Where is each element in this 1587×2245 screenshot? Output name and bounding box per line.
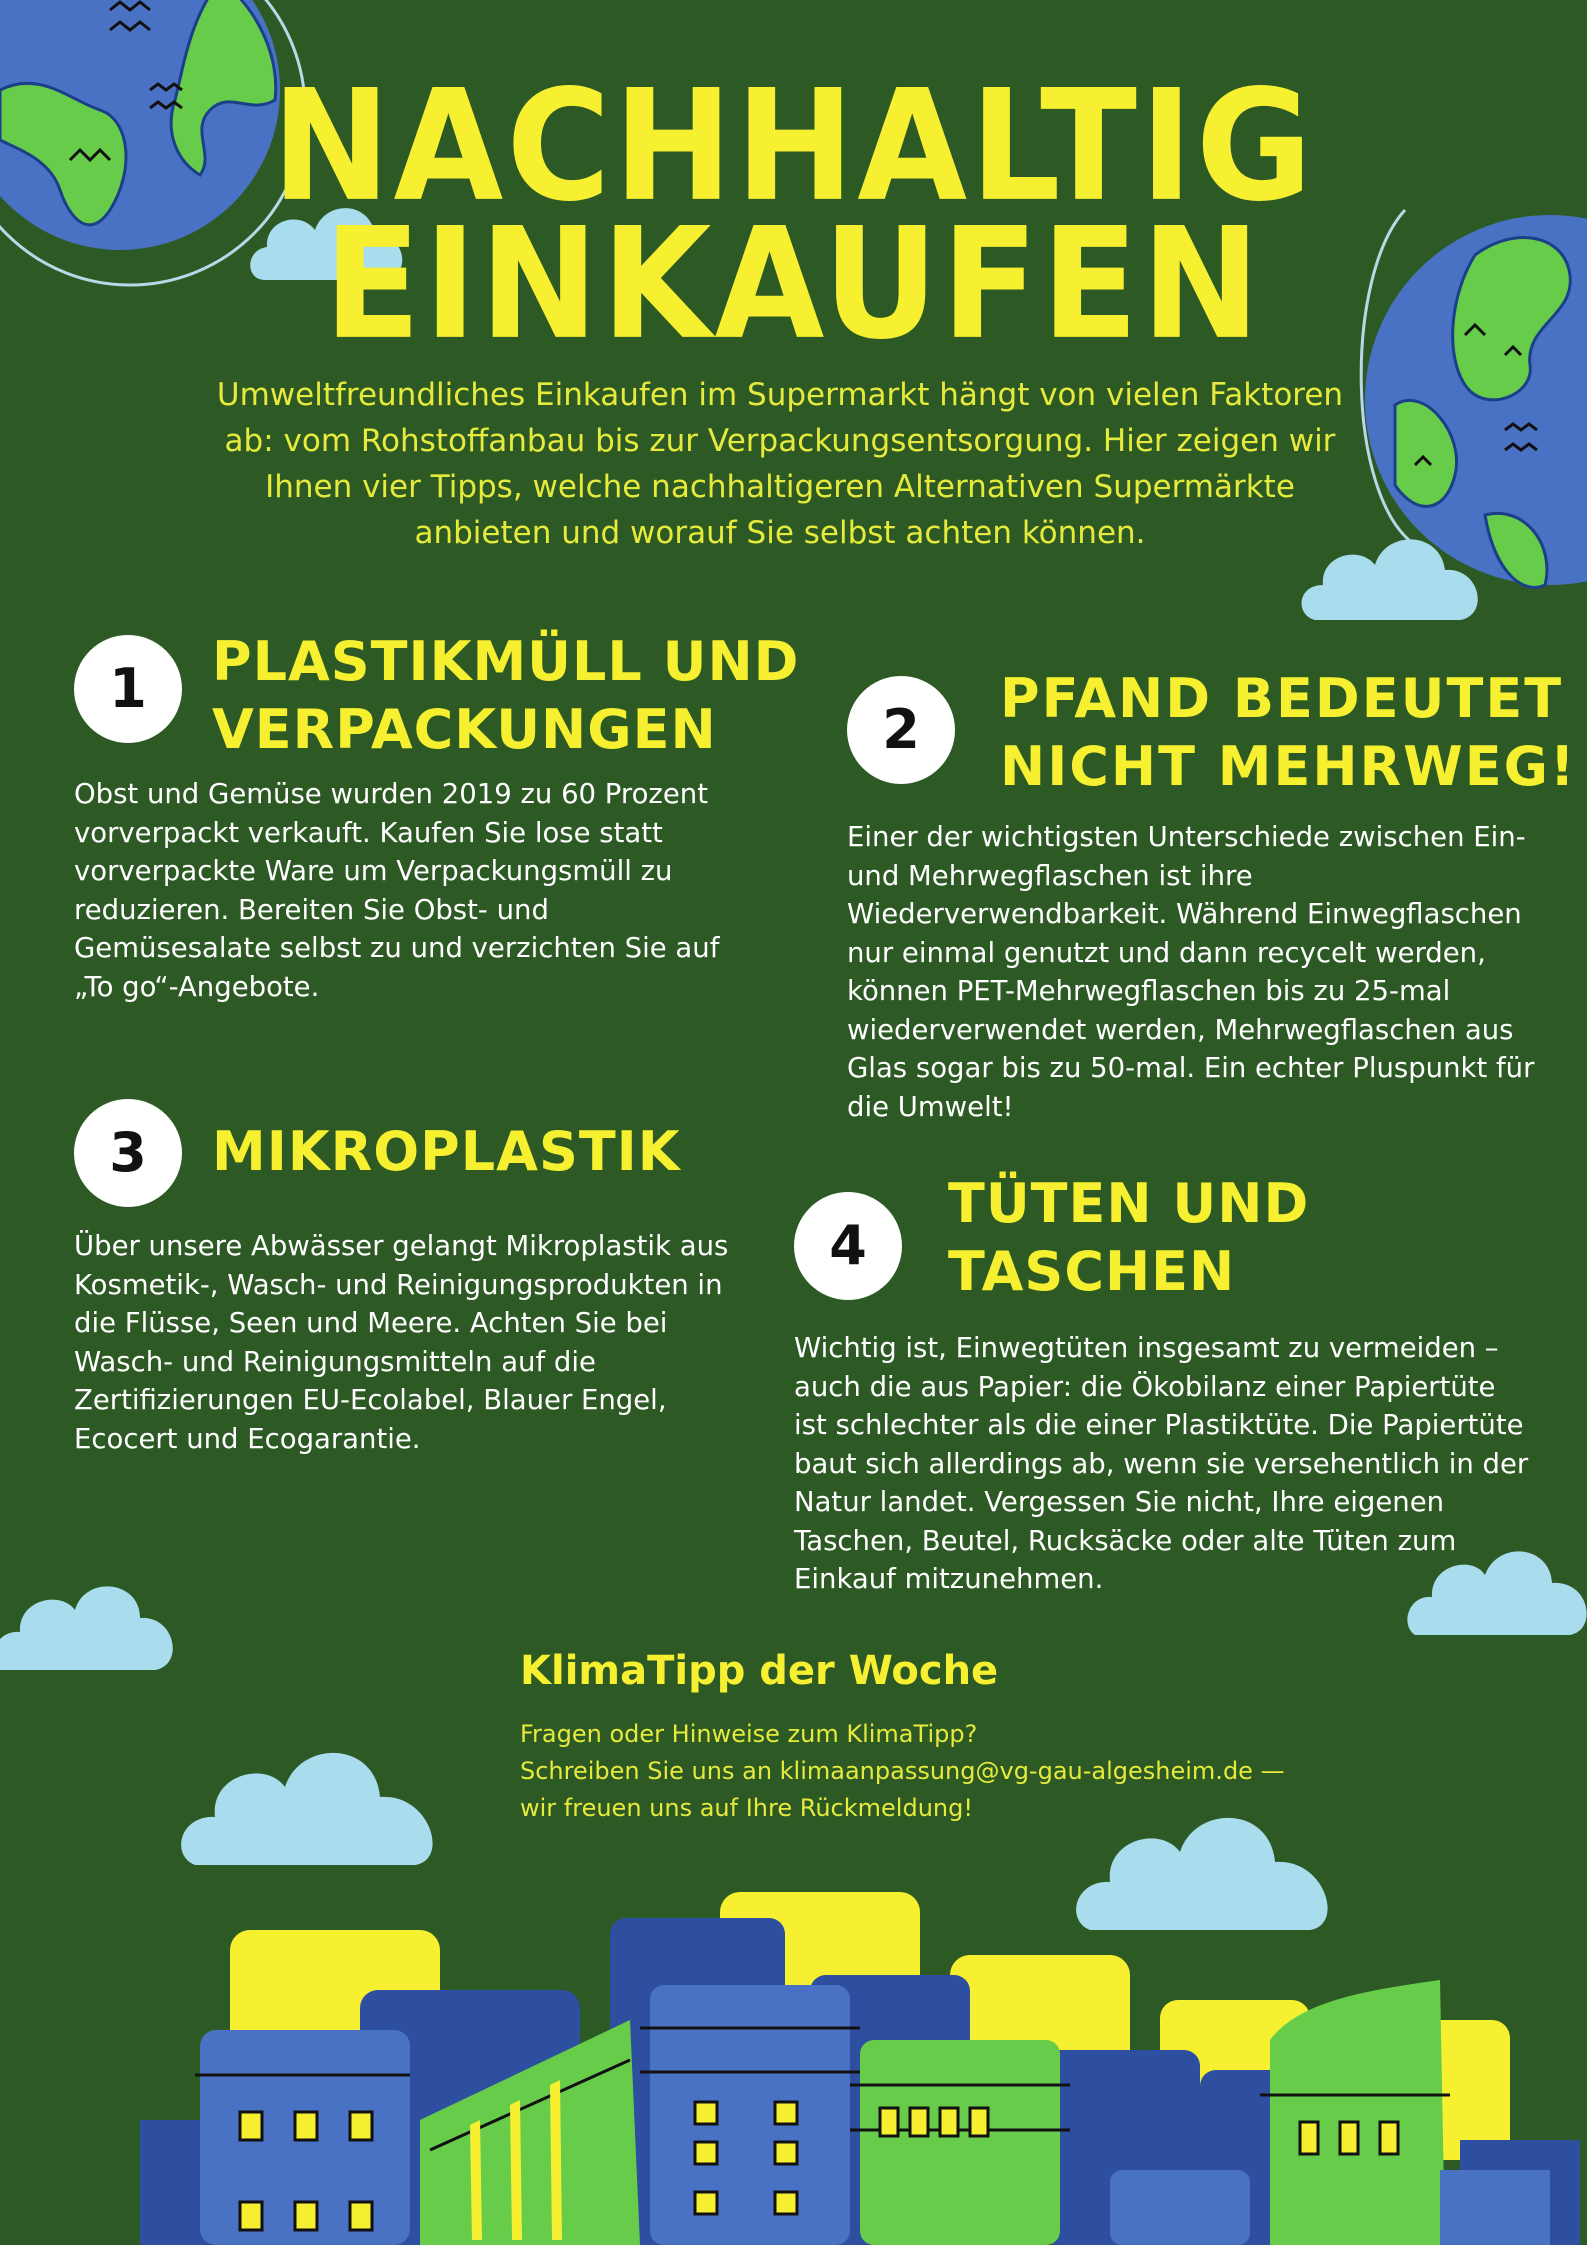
cloud-icon <box>175 1725 465 1875</box>
section-title <box>212 628 800 764</box>
section-title <box>948 1170 1309 1306</box>
klimatipp-line: wir freuen uns auf Ihre Rückmeldung! <box>520 1794 973 1822</box>
section-number-badge: 2 <box>847 676 955 784</box>
cloud-icon <box>1400 1525 1587 1645</box>
section-title-line: TÜTEN UND <box>948 1172 1310 1235</box>
section-body: Über unsere Abwässer gelangt Mikroplastik aus Kosmetik-, Wasch- und Reinigungsprodukten in die Flüsse, Seen und Meere. Achten Sie bei Wasch- und Reinigungsmitteln auf die Zertifizierungen EU-Ecolabel, Blauer Engel, Ecocert und Ecogarantie. <box>74 1230 729 1455</box>
city-skyline-illustration <box>0 1880 1587 2245</box>
cloud-icon <box>0 1560 190 1680</box>
intro-text: Umweltfreundliches Einkaufen im Supermarkt hängt von vielen Faktoren ab: vom Rohstoffanbau bis zur Verpackungsentsorgung. Hier zeigen wir Ihnen vier Tipps, welche nachhaltigeren Alternativen Supermärkte anbieten und worauf Sie selbst achten können. <box>216 377 1344 551</box>
title-line-2: EINKAUFEN <box>323 195 1264 374</box>
klimatipp-text <box>520 1716 1340 1827</box>
section-title <box>1000 665 1577 801</box>
section-body: Einer der wichtigsten Unterschiede zwischen Ein- und Mehrwegflaschen ist ihre Wiederverwendbarkeit. Während Einwegflaschen nur einmal genutzt und dann recycelt werden, können PET-Mehrwegflaschen bis zu 25-mal wiederverwendet werden, Mehrwegflaschen aus Glas sogar bis zu 50-mal. Ein echter Pluspunkt für die Umwelt! <box>847 821 1535 1123</box>
section-title-line: PLASTIKMÜLL UND <box>212 630 800 693</box>
section-title-line: NICHT MEHRWEG! <box>1000 735 1577 798</box>
page-title <box>0 57 1587 374</box>
klimatipp-title: KlimaTipp der Woche <box>520 1648 999 1694</box>
klimatipp-line: Fragen oder Hinweise zum KlimaTipp? <box>520 1720 978 1748</box>
section-number-badge: 1 <box>74 635 182 743</box>
section-title <box>212 1118 681 1186</box>
section-body: Wichtig ist, Einwegtüten insgesamt zu vermeiden – auch die aus Papier: die Ökobilanz einer Papiertüte ist schlechter als die einer Plastiktüte. Die Papiertüte baut sich allerdings ab, wenn sie versehentlich in der Natur landet. Vergessen Sie nicht, Ihre eigenen Taschen, Beutel, Rucksäcke oder alte Tüten zum Einkauf mitzunehmen. <box>794 1332 1529 1595</box>
section-number-badge: 4 <box>794 1192 902 1300</box>
klimatipp-line: Schreiben Sie uns an klimaanpassung@vg-gau-algesheim.de — <box>520 1757 1285 1785</box>
section-number-badge: 3 <box>74 1099 182 1207</box>
section-title-line: MIKROPLASTIK <box>212 1120 681 1183</box>
section-title-line: TASCHEN <box>948 1240 1236 1303</box>
section-body: Obst und Gemüse wurden 2019 zu 60 Prozent vorverpackt verkauft. Kaufen Sie lose statt vorverpackte Ware um Verpackungsmüll zu reduzieren. Bereiten Sie Obst- und Gemüsesalate selbst zu und verzichten Sie auf „To go“-Angebote. <box>74 778 720 1003</box>
section-title-line: PFAND BEDEUTET <box>1000 667 1564 730</box>
title-line-1: NACHHALTIG <box>271 57 1316 236</box>
section-title-line: VERPACKUNGEN <box>212 698 717 761</box>
